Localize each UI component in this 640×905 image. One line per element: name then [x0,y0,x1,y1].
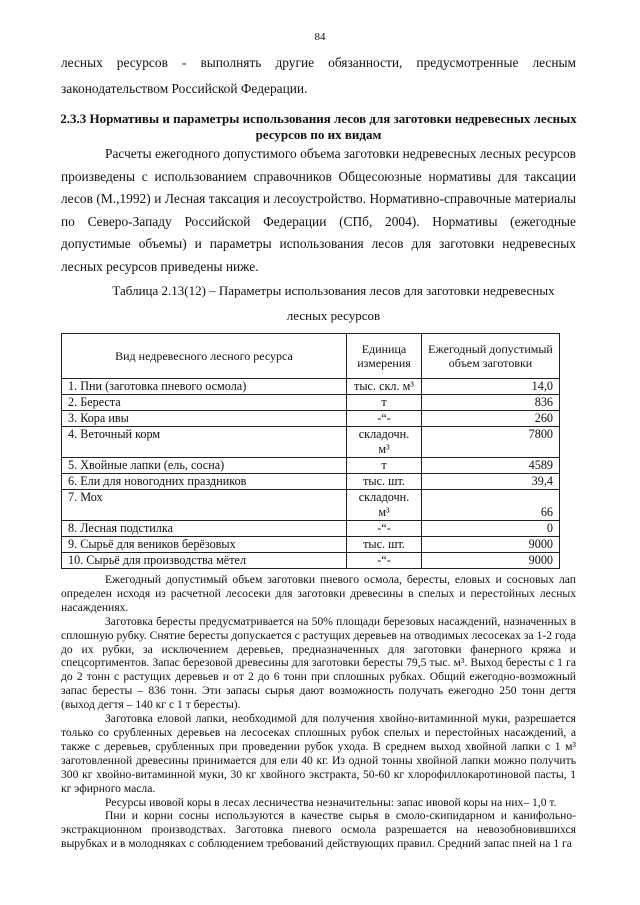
resource-cell: 8. Лесная подстилка [62,521,347,537]
resource-cell: 9. Сырьё для веников берёзовых [62,537,347,553]
note-paragraph: Заготовка еловой лапки, необходимой для получения хвойно-витаминной муки, разрешается только со срубленных деревьев на лесосеках сплошных рубок спелых и перестойных насаждений, а также с деревьев, срубленных при проведении рубок ухода. В среднем выход хвойной лапки с 1 м³ заготовленной древесины принимается для ели 40 кг. Из одной тонны хвойной лапки можно получить 300 кг хвойно-витаминной муки, 30 кг хвойного экстракта, 50-60 кг хлорофиллокаротиновой пасты, 1 кг эфирного масла. [61,712,576,795]
table-row [62,537,560,553]
body-paragraph: Расчеты ежегодного допустимого объема заготовки недревесных лесных ресурсов произведены с использованием справочников Общесоюзные нормативы для таксации лесов (М.,1992) и Лесная таксация и лесоустройство. Нормативно-справочные материалы по Северо-Западу Российской Федерации (СПб, 2004). Нормативы (ежегодные допустимые объемы) и параметры использования лесов для заготовки недревесных лесных ресурсов приведены ниже. [61,146,576,274]
unit-cell: тыс. скл. м³ [347,379,422,395]
table-row [62,427,560,458]
unit-cell: тыс. шт. [347,474,422,490]
note-paragraph: Ресурсы ивовой коры в лесах лесничества незначительны: запас ивовой коры на них– 1,0 т. [105,795,557,809]
volume-cell: 9000 [422,537,560,553]
volume-cell: 66 [422,490,560,521]
table-header-row [62,334,560,379]
volume-cell: 836 [422,395,560,411]
note-paragraph: Заготовка бересты предусматривается на 50% площади березовых насаждений, назначенных в сплошную рубку. Снятие бересты допускается с растущих деревьев на отводимых лесосеках за 1-2 года до их рубки, за исключением деревьев, предназначенных для заготовки фанерного кряжа и спецсортиментов. Запас березовой древесины для заготовки бересты 79,5 тыс. м³. Выход бересты с 1 га до 2 тонн с растущих деревьев и от 2 до 6 тонн при сплошных рубках. Общий ежегодно-возможный запас бересты – 836 тонн. Эти запасы сырья дают возможность получать ежегодно 250 тонн дегтя (выход дегтя – 140 кг с 1 т бересты). [61,614,576,712]
table-row [62,395,560,411]
unit-cell: -“- [347,411,422,427]
header-resource: Вид недревесного лесного ресурса [62,334,347,379]
volume-cell: 39,4 [422,474,560,490]
volume-cell: 9000 [422,553,560,569]
resources-table [61,333,560,569]
page-number: 84 [314,31,326,43]
unit-cell: складочн. м³ [347,490,422,521]
resource-cell: 10. Сырьё для производства мётел [62,553,347,569]
table-row [62,379,560,395]
table-row [62,411,560,427]
notes-section [61,573,576,851]
table-caption: Таблица 2.13(12) – Параметры использования лесов для заготовки недревесных лесных ресурсов [112,283,555,323]
unit-cell: тыс. шт. [347,537,422,553]
header-volume: Ежегодный допустимый объем заготовки [422,334,560,379]
resource-cell: 3. Кора ивы [62,411,347,427]
resource-cell: 6. Ели для новогодних праздников [62,474,347,490]
unit-cell: складочн. м³ [347,427,422,458]
unit-cell: т [347,395,422,411]
table-row [62,553,560,569]
table-row [62,474,560,490]
unit-cell: -“- [347,553,422,569]
volume-cell: 14,0 [422,379,560,395]
table-row [62,458,560,474]
volume-cell: 0 [422,521,560,537]
table-row [62,521,560,537]
resource-cell: 4. Веточный корм [62,427,347,458]
unit-cell: -“- [347,521,422,537]
volume-cell: 260 [422,411,560,427]
volume-cell: 7800 [422,427,560,458]
intro-paragraph: лесных ресурсов - выполнять другие обязанности, предусмотренные лесным законодательством Российской Федерации. [61,55,576,96]
resource-cell: 7. Мох [62,490,347,521]
resource-cell: 1. Пни (заготовка пневого осмола) [62,379,347,395]
table-row [62,490,560,521]
unit-cell: т [347,458,422,474]
resource-cell: 2. Береста [62,395,347,411]
volume-cell: 4589 [422,458,560,474]
note-paragraph: Пни и корни сосны используются в качестве сырья в смоло-скипидарном и канифольно-экстракционном производствах. Заготовка пневого осмола разрешается на невозобновившихся вырубках и в молодняках с соблюдением требований действующих правил. Средний запас пней на 1 га [61,809,576,851]
header-unit: Единица измерения [347,334,422,379]
resource-cell: 5. Хвойные лапки (ель, сосна) [62,458,347,474]
section-heading: 2.3.3 Нормативы и параметры использования лесов для заготовки недревесных лесных ресурсов по их видам [60,111,577,142]
page-content [61,50,576,851]
note-paragraph: Ежегодный допустимый объем заготовки пневого осмола, бересты, еловых и сосновых лап определен исходя из расчетной лесосеки для заготовки древесины в спелых и перестойных лесных насаждениях. [61,573,576,614]
